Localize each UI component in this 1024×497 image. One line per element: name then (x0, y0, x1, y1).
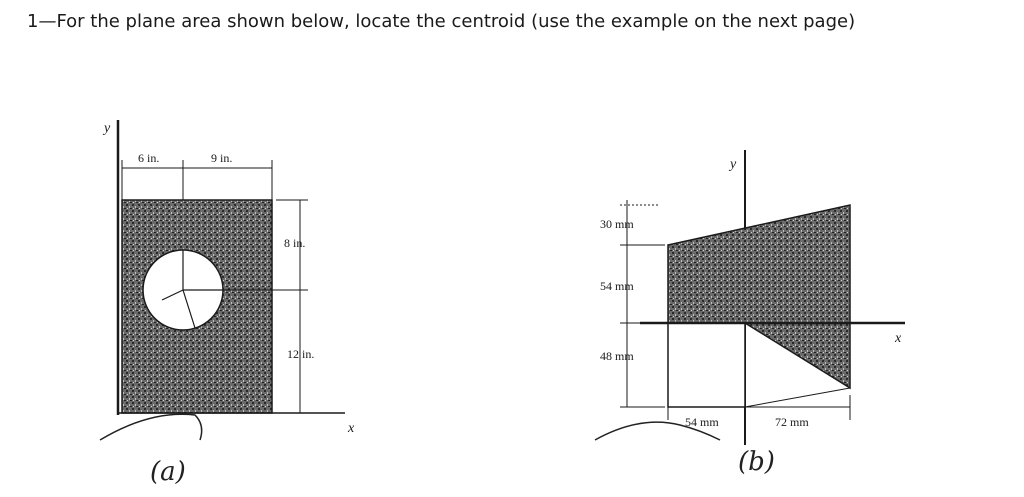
figure-b-y-label: y (730, 157, 737, 172)
figure-a-x-label: x (348, 421, 355, 436)
figure-a-dim-6in: 6 in. (138, 151, 160, 165)
figure-b-x-label: x (895, 331, 902, 346)
figure-a-caption: (a) (150, 457, 186, 487)
figure-b-lower-rectangle (668, 323, 745, 407)
figure-a-dim-8in: 8 in. (284, 236, 306, 250)
figure-a-dim-12in: 12 in. (287, 347, 315, 361)
figure-b (595, 150, 905, 477)
figure-b-caption: (b) (738, 447, 775, 477)
figure-b-dim-54mm-bottom: 54 mm (685, 415, 719, 429)
figure-b-dim-72mm: 72 mm (775, 415, 809, 429)
figure-b-dim-30mm: 30 mm (600, 217, 634, 231)
figure-a-dim-9in: 9 in. (211, 151, 233, 165)
figure-b-dim-54mm-left: 54 mm (600, 279, 634, 293)
question-text: 1—For the plane area shown below, locate the centroid (use the example on the next page) (27, 11, 856, 32)
figure-b-lower-triangle (745, 323, 850, 388)
figure-b-dim-48mm: 48 mm (600, 349, 634, 363)
figure-a-hand-stroke (100, 414, 202, 440)
figure-a-y-label: y (104, 121, 111, 136)
figure-b-upper-shape (668, 205, 850, 323)
figure-a (100, 120, 355, 487)
